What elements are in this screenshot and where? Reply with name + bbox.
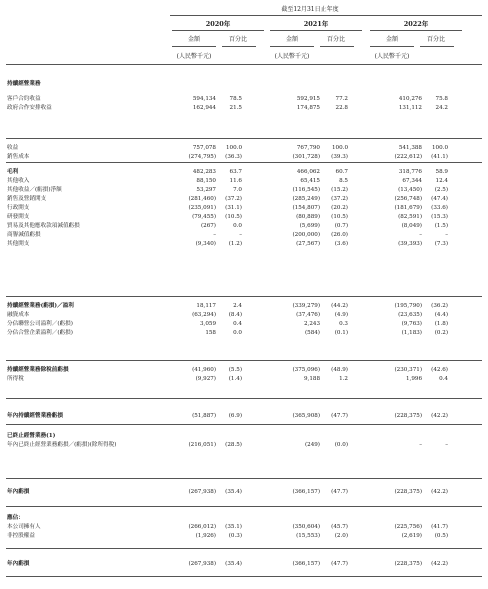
amount-cell: (15,553) [296,533,320,539]
table-row [0,488,488,496]
row-label: 銷售成本 [7,154,30,160]
table-row [0,432,488,440]
percent-cell: (36.3) [225,154,242,160]
percent-cell: 100.0 [431,145,448,151]
row-label: 分佔聯營公司溢利／(虧損) [7,321,73,327]
amount-cell: 65,415 [300,178,320,184]
section-rule [6,424,482,425]
col-rule [172,46,216,47]
row-label: 分佔合營企業溢利／(虧損) [7,330,73,336]
row-label: 其他收入 [7,178,30,184]
percent-cell: (8.4) [228,312,242,318]
percent-cell: (37.2) [331,196,348,202]
percent-cell: 7.0 [233,187,242,193]
percent-cell: (33.6) [431,205,448,211]
amount-cell: (375,096) [292,367,320,373]
row-label: 其他開支 [7,241,30,247]
amount-cell: (154,807) [292,205,320,211]
amount-cell: (267,938) [188,489,216,495]
row-label: 貿易及其他應收款項減值虧損 [7,223,80,229]
amount-cell: 767,790 [296,145,320,151]
col-rule [222,46,256,47]
col-amount-2020: 金額 [187,36,200,43]
period-header: 截至12月31日止年度 [281,6,339,13]
percent-cell: (39.3) [331,154,348,160]
percent-cell: (35.4) [225,561,242,567]
col-rule [370,46,414,47]
table-row [0,213,488,221]
section-rule [6,360,482,361]
table-row [0,329,488,337]
amount-cell: 757,078 [192,145,216,151]
percent-cell: (4.4) [434,312,448,318]
section-rule [6,162,482,163]
percent-cell: (10.5) [331,214,348,220]
row-label: 商譽減值虧損 [7,232,41,238]
percent-cell: (28.5) [225,442,242,448]
amount-cell: (350,604) [292,524,320,530]
percent-cell: 0.4 [439,376,448,382]
percent-cell: (2.0) [334,533,348,539]
amount-cell: 88,150 [196,178,216,184]
percent-cell: (47.4) [431,196,448,202]
percent-cell: 58.9 [435,169,448,175]
percent-cell: 0.0 [233,223,242,229]
percent-cell: (1.5) [434,223,448,229]
col-rule [320,46,354,47]
percent-cell: 77.2 [335,96,348,102]
amount-cell: (1,183) [401,330,422,336]
table-row [0,412,488,420]
row-label: 已終止經營業務(1) [7,433,56,439]
percent-cell: (2.5) [434,187,448,193]
percent-cell: (1.8) [434,321,448,327]
amount-cell: (8,049) [401,223,422,229]
table-row [0,514,488,522]
amount-cell: 466,062 [296,169,320,175]
table-row [0,240,488,248]
amount-cell: (63,294) [192,312,216,318]
percent-cell: (35.1) [225,524,242,530]
row-label: 行政開支 [7,205,30,211]
percent-cell: 8.5 [339,178,348,184]
section-rule [6,296,482,297]
percent-cell: (41.7) [431,524,448,530]
percent-cell: (0.2) [434,330,448,336]
row-label: 年內已終止經營業務虧損／(虧損)(除所得稅) [7,442,117,448]
year-2020: 2020年 [205,20,231,28]
table-row [0,95,488,103]
header-rule [170,15,482,16]
percent-cell: (7.3) [434,241,448,247]
amount-cell: (249) [304,442,320,448]
table-row [0,177,488,185]
percent-cell: (36.2) [431,303,448,309]
table-row [0,366,488,374]
year-2022: 2022年 [403,20,429,28]
table-row [0,153,488,161]
row-label: 非控股權益 [7,533,35,539]
amount-cell: (1,926) [195,533,216,539]
amount-cell: (195,790) [394,303,422,309]
amount-cell: (9,763) [401,321,422,327]
table-row [0,311,488,319]
percent-cell: 78.5 [229,96,242,102]
amount-cell: (23,635) [398,312,422,318]
amount-cell: (39,393) [398,241,422,247]
amount-cell: (266,012) [188,524,216,530]
row-label: 年內虧損 [7,489,30,495]
percent-cell: – [239,232,242,238]
amount-cell: (13,450) [398,187,422,193]
year-rule-2021 [270,30,362,31]
amount-cell: (281,460) [188,196,216,202]
table-row [0,204,488,212]
table-row [0,144,488,152]
amount-cell: (301,728) [292,154,320,160]
amount-cell: 1,996 [405,376,422,382]
row-label: 年內持續經營業務虧損 [7,413,63,419]
amount-cell: (80,889) [296,214,320,220]
percent-cell: 11.6 [229,178,242,184]
amount-cell: 318,776 [398,169,422,175]
percent-cell: (48.9) [331,367,348,373]
percent-cell: (42.2) [431,413,448,419]
year-2021: 2021年 [303,20,329,28]
percent-cell: 75.8 [435,96,448,102]
row-label: 所得稅 [7,376,24,382]
table-row [0,560,488,568]
percent-cell: (6.9) [228,413,242,419]
percent-cell: 22.8 [335,105,348,111]
percent-cell: 24.2 [435,105,448,111]
table-row [0,104,488,112]
amount-cell: 53,297 [196,187,216,193]
amount-cell: – [213,232,216,238]
amount-cell: 2,243 [303,321,320,327]
table-row [0,320,488,328]
amount-cell: (200,000) [292,232,320,238]
table-row [0,222,488,230]
row-label: 銷售及營銷開支 [7,196,47,202]
col-amount-2022: 金額 [385,36,398,43]
percent-cell: (0.5) [434,533,448,539]
section-rule [6,506,482,507]
amount-cell: (9,340) [195,241,216,247]
percent-cell: – [445,232,448,238]
percent-cell: (47.7) [331,413,348,419]
percent-cell: 2.4 [233,303,242,309]
amount-cell: 482,283 [192,169,216,175]
amount-cell: 594,134 [192,96,216,102]
percent-cell: (44.2) [331,303,348,309]
table-row [0,523,488,531]
amount-cell: (216,051) [188,442,216,448]
percent-cell: (37.2) [225,196,242,202]
percent-cell: (42.2) [431,561,448,567]
percent-cell: (5.5) [228,367,242,373]
percent-cell: (0.7) [334,223,348,229]
amount-cell: (41,960) [192,367,216,373]
amount-cell: (222,612) [394,154,422,160]
percent-cell: (1.4) [228,376,242,382]
percent-cell: (15.2) [331,187,348,193]
amount-cell: (79,455) [192,214,216,220]
amount-cell: 158 [205,330,216,336]
table-row [0,168,488,176]
percent-cell: (0.3) [228,533,242,539]
percent-cell: 0.3 [339,321,348,327]
percent-cell: 100.0 [331,145,348,151]
row-label: 應佔： [7,515,24,521]
table-row [0,231,488,239]
amount-cell: 131,112 [398,105,422,111]
amount-cell: 592,915 [296,96,320,102]
percent-cell: (31.1) [225,205,242,211]
percent-cell: (4.9) [334,312,348,318]
amount-cell: (366,157) [292,489,320,495]
table-row [0,302,488,310]
table-top-rule [6,64,482,65]
row-label: 研發開支 [7,214,30,220]
amount-cell: (225,756) [394,524,422,530]
col-pct-2022: 百分比 [426,36,445,43]
section-rule [6,398,482,399]
amount-cell: 9,188 [303,376,320,382]
row-label: 收益 [7,145,19,151]
row-label: 本公司擁有人 [7,524,41,530]
percent-cell: (41.1) [431,154,448,160]
amount-cell: (366,157) [292,561,320,567]
amount-cell: (82,591) [398,214,422,220]
amount-cell: (230,371) [394,367,422,373]
section-rule [6,548,482,549]
amount-cell: (256,748) [394,196,422,202]
percent-cell: (26.0) [331,232,348,238]
amount-cell: 541,388 [398,145,422,151]
row-label: 年內虧損 [7,561,30,567]
percent-cell: (42.2) [431,489,448,495]
percent-cell: (47.7) [331,489,348,495]
amount-cell: 410,276 [398,96,422,102]
amount-cell: (228,375) [394,561,422,567]
amount-cell: (274,795) [188,154,216,160]
amount-cell: 3,059 [199,321,216,327]
table-row [0,375,488,383]
amount-cell: (365,908) [292,413,320,419]
percent-cell: 0.0 [233,330,242,336]
col-rule [270,46,314,47]
amount-cell: (228,375) [394,489,422,495]
row-label: 毛利 [7,169,19,175]
row-label: 持續經營業務除稅前虧損 [7,367,69,373]
row-label: 政府合作安排收益 [7,105,52,111]
amount-cell: – [419,232,422,238]
amount-cell: (584) [304,330,320,336]
amount-cell: (228,375) [394,413,422,419]
amount-cell: 67,344 [402,178,422,184]
amount-cell: (181,679) [394,205,422,211]
amount-cell: (285,249) [292,196,320,202]
col-pct-2021: 百分比 [326,36,345,43]
percent-cell: (20.2) [331,205,348,211]
percent-cell: 21.5 [229,105,242,111]
amount-cell: (27,567) [296,241,320,247]
section-rule [6,576,482,577]
row-label: 持續經營業務 [7,81,41,87]
percent-cell: 1.2 [339,376,348,382]
amount-cell: – [419,442,422,448]
percent-cell: (0.0) [334,442,348,448]
amount-cell: 18,117 [196,303,216,309]
amount-cell: (267) [200,223,216,229]
percent-cell: (47.7) [331,561,348,567]
percent-cell: (0.1) [334,330,348,336]
amount-cell: (116,545) [292,187,320,193]
section-rule [6,138,482,139]
col-rule [420,46,454,47]
section-rule [6,478,482,479]
amount-cell: (37,476) [296,312,320,318]
amount-cell: (2,619) [401,533,422,539]
percent-cell: 12.4 [435,178,448,184]
amount-cell: (5,699) [299,223,320,229]
percent-cell: 0.4 [233,321,242,327]
percent-cell: (42.6) [431,367,448,373]
table-row [0,186,488,194]
amount-cell: (339,279) [292,303,320,309]
unit-2021: (人民幣千元) [274,53,310,60]
table-row [0,441,488,449]
amount-cell: (267,938) [188,561,216,567]
amount-cell: (51,887) [192,413,216,419]
percent-cell: 60.7 [335,169,348,175]
row-label: 其他收益／(虧損)淨額 [7,187,62,193]
year-rule-2020 [172,30,264,31]
percent-cell: – [445,442,448,448]
unit-2020: (人民幣千元) [176,53,212,60]
col-amount-2021: 金額 [285,36,298,43]
percent-cell: (10.5) [225,214,242,220]
unit-2022: (人民幣千元) [374,53,410,60]
table-row [0,195,488,203]
row-label: 持續經營業務(虧損)／溢利 [7,303,74,309]
percent-cell: 100.0 [225,145,242,151]
percent-cell: (15.3) [431,214,448,220]
percent-cell: (35.4) [225,489,242,495]
amount-cell: (9,927) [195,376,216,382]
amount-cell: 174,875 [296,105,320,111]
percent-cell: (3.6) [334,241,348,247]
row-label: 客戶合約收益 [7,96,41,102]
table-row [0,532,488,540]
table-row [0,80,488,88]
percent-cell: (45.7) [331,524,348,530]
amount-cell: (235,091) [188,205,216,211]
year-rule-2022 [370,30,462,31]
percent-cell: (1.2) [228,241,242,247]
col-pct-2020: 百分比 [228,36,247,43]
amount-cell: 162,944 [192,105,216,111]
percent-cell: 63.7 [229,169,242,175]
row-label: 融資成本 [7,312,30,318]
